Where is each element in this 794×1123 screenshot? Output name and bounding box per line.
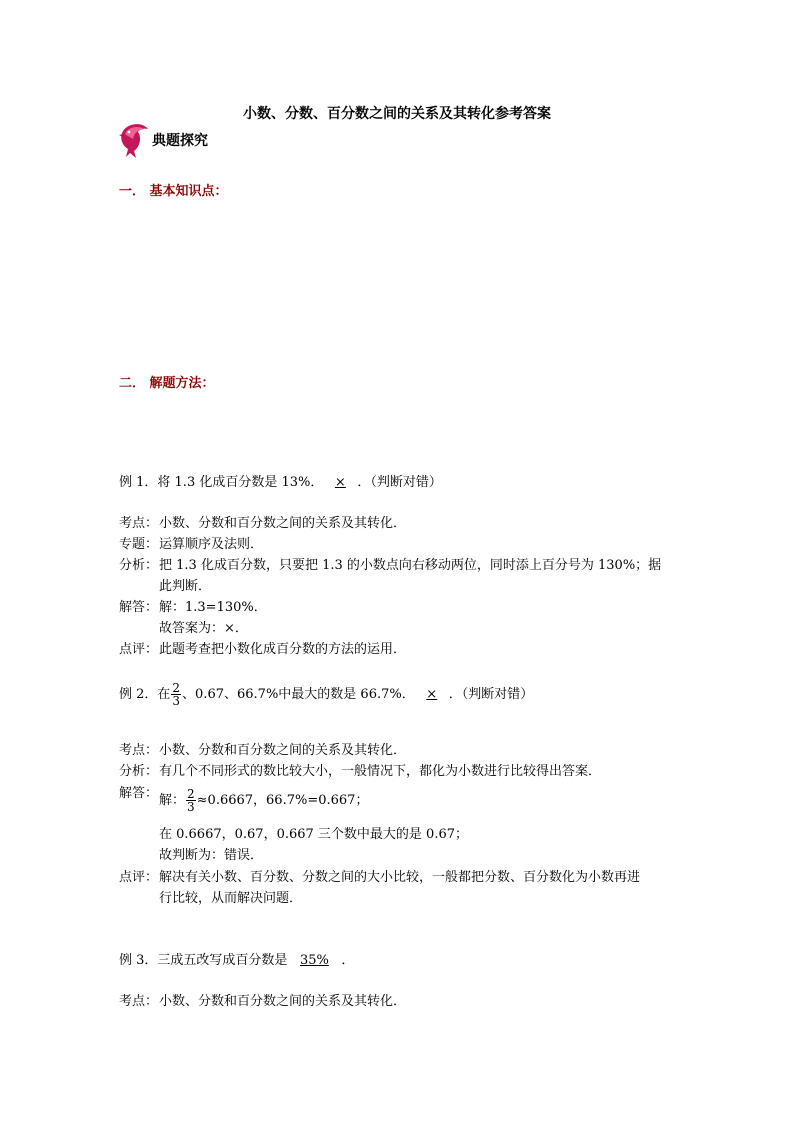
example-2-jieda-line3: 故判断为：错误．: [159, 848, 264, 863]
example-3-kaodian: [119, 994, 406, 1010]
jieda-text: 解：1.3=130%．: [159, 600, 267, 615]
kaodian-text: 小数、分数和百分数之间的关系及其转化．: [159, 516, 407, 531]
fraction-denominator: 3: [172, 694, 181, 708]
dianping-text: 此题考查把小数化成百分数的方法的运用．: [159, 642, 407, 657]
section-title: 典题探究: [152, 133, 208, 149]
fraction-numerator: 2: [187, 787, 195, 801]
example-1-question: [119, 475, 442, 491]
label-dianping: 点评：: [119, 870, 159, 885]
page-title: 小数、分数、百分数之间的关系及其转化参考答案: [243, 106, 551, 122]
example-2-answer-blank: ×: [426, 687, 438, 702]
label-kaodian: 考点：: [119, 743, 159, 758]
example-2-jieda: [159, 788, 368, 813]
example-2-text-middle: 、0.67、66.7%中最大的数是 66.7%．: [182, 687, 415, 702]
example-3-question: [119, 953, 354, 969]
example-1-suffix: ．（判断对错）: [357, 475, 442, 490]
fraction-two-thirds: [171, 682, 181, 707]
example-1-kaodian: [119, 516, 406, 532]
example-3-answer-blank: 35%: [299, 953, 329, 968]
example-1-jieda-answer: 故答案为：×．: [159, 621, 248, 636]
example-2-kaodian: [119, 743, 406, 759]
dianping-text: 解决有关小数、百分数、分数之间的大小比较，一般都把分数、百分数化为小数再进: [159, 870, 641, 885]
kaodian-text: 小数、分数和百分数之间的关系及其转化．: [159, 994, 407, 1009]
fraction-denominator: 3: [187, 800, 195, 814]
example-3-text: 例 3．三成五改写成百分数是: [119, 953, 288, 968]
label-jieda: 解答：: [119, 600, 159, 615]
heading-basic-knowledge: 一． 基本知识点：: [119, 184, 228, 199]
heading-solution-method: 二． 解题方法：: [119, 376, 215, 391]
example-2-fenxi: [119, 764, 601, 780]
example-2-dianping: [119, 870, 640, 886]
example-2-jieda-label: 解答：: [119, 786, 159, 801]
example-1-jieda: [119, 600, 267, 616]
example-1-dianping: [119, 642, 406, 658]
example-2-question: [119, 682, 533, 707]
jieda-text: 解：: [159, 793, 186, 808]
label-kaodian: 考点：: [119, 516, 159, 531]
example-1-fenxi: [119, 558, 661, 574]
example-1-answer-blank: ×: [334, 475, 346, 490]
example-2-suffix: ．（判断对错）: [448, 687, 534, 702]
example-3-suffix: ．: [341, 953, 355, 968]
label-fenxi: 分析：: [119, 764, 159, 779]
fenxi-text: 把 1.3 化成百分数，只要把 1.3 的小数点向右移动两位，同时添上百分号为 130%；据: [159, 558, 662, 573]
example-2-dianping-cont: 行比较，从而解决问题．: [159, 891, 303, 906]
label-kaodian: 考点：: [119, 994, 159, 1009]
example-2-jieda-line2: 在 0.6667，0.67，0.667 三个数中最大的是 0.67；: [159, 827, 468, 842]
label-dianping: 点评：: [119, 642, 159, 657]
zhuanti-text: 运算顺序及法则．: [159, 537, 264, 552]
label-zhuanti: 专题：: [119, 537, 159, 552]
example-2-text: 例 2．在: [119, 687, 171, 702]
fraction-two-thirds: [186, 788, 196, 813]
example-1-fenxi-cont: 此判断．: [159, 579, 212, 594]
label-fenxi: 分析：: [119, 558, 159, 573]
kaodian-text: 小数、分数和百分数之间的关系及其转化．: [159, 743, 407, 758]
example-1-zhuanti: [119, 537, 263, 553]
jieda-text-cont: ≈0.6667，66.7%=0.667；: [196, 793, 369, 808]
dolphin-icon: [116, 119, 152, 159]
fenxi-text: 有几个不同形式的数比较大小，一般情况下，都化为小数进行比较得出答案．: [159, 764, 602, 779]
example-1-text: 例 1．将 1.3 化成百分数是 13%．: [119, 475, 324, 490]
fraction-numerator: 2: [172, 681, 181, 695]
